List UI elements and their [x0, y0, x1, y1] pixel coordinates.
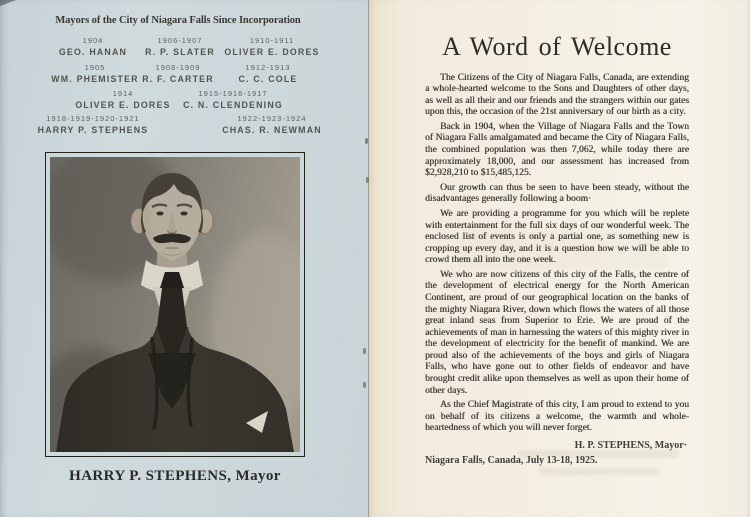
mayor-entry: [183, 89, 283, 110]
mayor-years: 1906-1907: [157, 36, 203, 45]
mayor-years: 1910-1911: [249, 36, 295, 45]
show-through-ghost: [539, 468, 659, 475]
welcome-paragraph: As the Chief Magistrate of this city, I am proud to extend to you on behalf of its citizens a welcome, the warmth and whole-heartedness of which you will never forget.: [425, 400, 689, 434]
mayor-entry: [59, 36, 127, 57]
scan-corner-artifact: [0, 0, 16, 6]
mayor-entry: [51, 63, 138, 84]
binding-stitch: [366, 177, 369, 183]
mayor-portrait-photo: [50, 157, 300, 452]
binding-stitch: [365, 138, 368, 144]
mayor-name: R. P. SLATER: [145, 47, 215, 57]
mayor-years: 1912-1913: [245, 63, 291, 72]
welcome-body: [425, 73, 689, 435]
welcome-paragraph: We are providing a programme for you which will be replete with entertainment for the full six days of our wonderful week. The enclosed list of events is only a partial one, as something new is cropping up every day, and it is a question how we will be able to crowd them all into the one week.: [425, 208, 689, 266]
mayor-name: OLIVER E. DORES: [75, 100, 171, 110]
dateline: Niagara Falls, Canada, July 13-18, 1925.: [425, 454, 598, 466]
welcome-title: A Word of Welcome: [442, 32, 672, 61]
mayors-list-title: Mayors of the City of Niagara Falls Since Incorporation: [55, 15, 301, 26]
mayor-entry: [75, 89, 170, 110]
left-page: [0, 0, 369, 517]
mayor-entry: [224, 36, 319, 57]
welcome-paragraph: Back in 1904, when the Village of Niagara Falls and the Town of Niagara Falls amalgamated and became the City of Niagara Falls, the combined population was then 7,062, while today there are approximately 18,000, and our assessment has increased from $2,928,210 to $15,485,125.: [425, 121, 689, 179]
mayor-name: C. N. CLENDENING: [183, 100, 283, 110]
mayor-name: C. C. COLE: [238, 74, 298, 84]
mayor-name: GEO. HANAN: [58, 47, 128, 57]
mayor-name: CHAS. R. NEWMAN: [222, 125, 322, 135]
mayor-name: R. F. CARTER: [142, 74, 214, 84]
mayor-years: 1922-1923-1924: [237, 114, 307, 123]
welcome-paragraph: Our growth can thus be seen to have been steady, without the disadvantages generally following a boom·: [425, 182, 689, 205]
photo-frame: [45, 152, 305, 457]
welcome-article: [425, 33, 689, 466]
photo-caption: HARRY P. STEPHENS, Mayor: [69, 468, 281, 484]
right-page: [369, 0, 750, 517]
binding-stitch: [363, 348, 366, 354]
mayor-name: WM. PHEMISTER: [51, 74, 139, 84]
welcome-paragraph: The Citizens of the City of Niagara Falls, Canada, are extending a whole-hearted welcome to the Sons and Daughters of other days, as well as all their and our friends and the strangers within our gates upon this, the occasion of the 21st anniversary of our birth as a city.: [425, 72, 689, 118]
binding-stitch: [363, 382, 366, 388]
mayor-entry: [145, 36, 215, 57]
mayor-entry: [38, 114, 149, 135]
mayor-name: OLIVER E. DORES: [224, 47, 320, 57]
mayor-years: 1918-1919-1920-1921: [46, 114, 140, 123]
mayor-years: 1905: [84, 63, 106, 72]
mayor-entry: [222, 114, 322, 135]
mayor-signature: H. P. STEPHENS, Mayor·: [574, 439, 687, 451]
mayor-years: 1904: [82, 36, 104, 45]
mayor-years: 1914: [112, 89, 134, 98]
mayor-name: HARRY P. STEPHENS: [37, 125, 149, 135]
mayor-entry: [239, 63, 298, 84]
mayor-years: 1915-1916-1917: [198, 89, 268, 98]
mayor-years: 1908-1909: [155, 63, 201, 72]
welcome-paragraph: We who are now citizens of this city of the Falls, the centre of the development of electrical energy for the North American Continent, are proud of our geographical location on the banks of the mighty Niagara River, down which flows the waters of all those great inland seas from Superior to Erie. We are proud of the achievements of man in harnessing the waters of this mighty river in the development of electricity for the benefit of mankind. We are proud also of the achievements of the boys and girls of Niagara Falls, who have gone out to other fields of endeavor and have brought credit alike upon themselves as well as upon their home of other days.: [425, 269, 689, 396]
mayor-entry: [142, 63, 214, 84]
